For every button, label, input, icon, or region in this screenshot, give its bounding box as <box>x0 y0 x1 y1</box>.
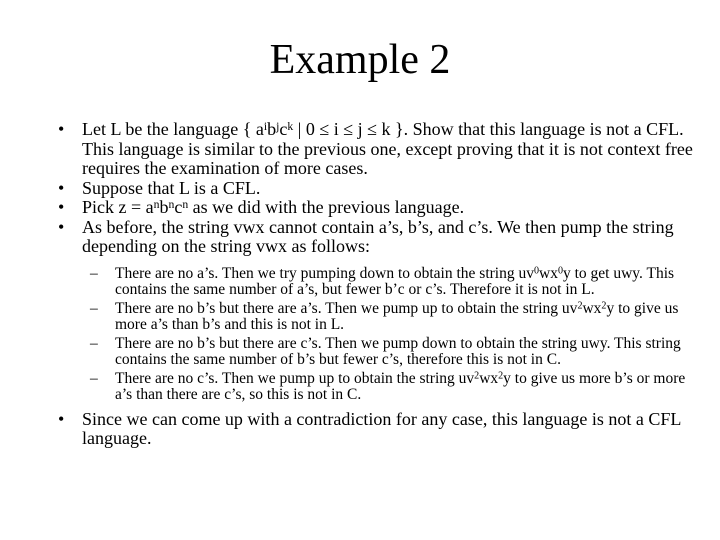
bullet-marker: • <box>58 197 65 217</box>
sub-bullet-text: There are no a’s. Then we try pumping down to obtain the string $uv^0wx^0y$ to get uwy. This contains the same number of a’s, but fewer b’c or c’s. Therefore it is not in L. <box>115 264 675 298</box>
bullet-marker: • <box>58 216 65 237</box>
bullet-marker: • <box>58 177 65 198</box>
bullet-item <box>0 179 702 199</box>
bullet-item <box>0 410 702 449</box>
sub-bullet-text: There are no b’s but there are a’s. Then we pump up to obtain the string $uv^2wx^2y$ to give us more a’s than b’s and this is not in L. <box>115 299 679 333</box>
sub-bullet-item <box>0 301 690 333</box>
bullet-marker: • <box>58 119 65 139</box>
bullet-list <box>0 120 720 449</box>
slide-title: Example 2 <box>269 37 451 83</box>
sub-bullet-text: There are no b’s but there are c’s. Then we pump down to obtain the string uwy. This string contains the same number of b’s but fewer c’s, therefore this is not in C. <box>115 334 681 368</box>
sub-bullet-marker: – <box>90 264 98 282</box>
sub-bullet-list <box>0 266 720 403</box>
bullet-text: Let L be the language { $a^ib^jc^k$ | 0 ≤ i ≤ j ≤ k }. Show that this language is not a CFL. This language is similar to the previous one, except proving that it is not context free requires the examination of more cases. <box>82 119 693 178</box>
bullet-text: Suppose that L is a CFL. <box>82 177 261 198</box>
sub-bullet-marker: – <box>90 334 98 352</box>
sub-bullet-marker: – <box>90 369 98 387</box>
bullet-marker: • <box>58 408 65 429</box>
sub-bullet-text: There are no c’s. Then we pump up to obtain the string $uv^2wx^2y$ to give us more b’s or more a’s than there are c’s, so this is not in C. <box>115 369 686 403</box>
bullet-text: As before, the string vwx cannot contain a’s, b’s, and c’s. We then pump the string depending on the string vwx as follows: <box>82 216 674 256</box>
bullet-item <box>0 198 702 218</box>
bullet-text: Since we can come up with a contradiction for any case, this language is not a CFL language. <box>82 408 681 448</box>
sub-bullet-marker: – <box>90 299 98 317</box>
sub-bullet-item <box>0 266 690 298</box>
sub-bullet-item <box>0 371 690 403</box>
bullet-item <box>0 218 702 257</box>
bullet-item <box>0 120 702 179</box>
sub-bullet-item <box>0 336 690 368</box>
bullet-text: Pick $z = a^nb^nc^n$ as we did with the previous language. <box>82 197 465 217</box>
